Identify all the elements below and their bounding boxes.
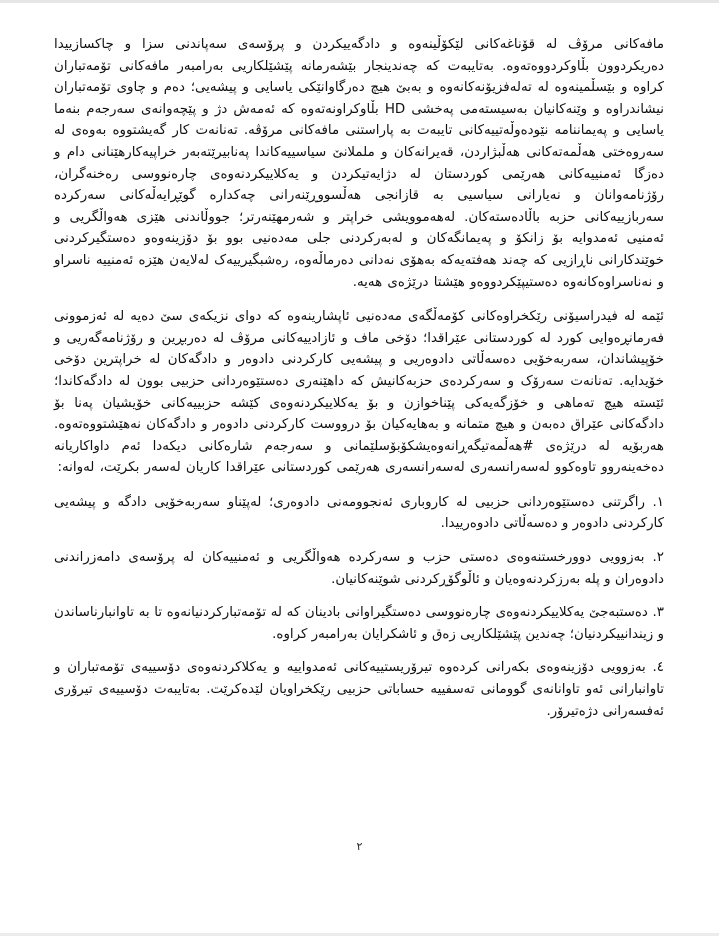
top-border-band (0, 0, 719, 3)
document-page (54, 34, 664, 734)
page-number: ٢ (356, 840, 363, 853)
demand-item-4: ٤. بەزوویی دۆزینەوەی بکەرانی کردەوە تیرۆریستییەکانی ئەمدواییە و یەکلاکردنەوەی دۆسییەی تۆمەتباران و تاوانبارانی ئەو تاوانانەی گوومانی تەسفییە حساباتی حزبیی رێکخراویان لێدەکرێت. بەتایبەت دۆسییەی تیرۆری ئەفسەرانی دژەتیرۆر. (54, 660, 664, 719)
demand-item-1: ١. راگرتنی دەستێوەردانی حزبیی لە کاروباری ئەنجوومەنی دادوەری؛ لەپێناو سەربەخۆیی دادگە و پیشەیی کارکردنی دادوەر و دەسەڵاتی دادوەرییدا. (54, 494, 664, 532)
paragraph-2: ئێمە لە فیدراسیۆنی رێکخراوەکانی کۆمەڵگەی مەدەنیی ئاپشارینەوە کە دوای نزیکەی سێ دەیە لە ئەزموونی فەرمانڕەوایی کورد لە کوردستانی عێراقدا؛ دۆخی ماف و ئازادییەکانی مرۆڤ لە دەربڕین و رۆژنامەگەریی و خۆپیشاندان، سەربەخۆیی دەسەڵاتی دادوەریی و پیشەیی کارکردنی دادوەر و دادگەکان لە خراپترین دۆخی خۆیدایە. تەنانەت سەرۆک و سەرکردەی حزبەکانیش کە داهێنەری دەستێوەردانی حزبیی بوون لە دادگەکاندا؛ ئێستە هیچ تەماهی و خۆزگەیەکی پێناخوازن و بۆ یەکلاییکردنەوەی کێشە حزبییەکانی خۆیشیان پەنا بۆ دادگەکانی عێراق دەبەن و هیچ متمانە و بەهایەکیان بۆ درووست کارکردنی دادوەر و دادگەکان نەهێشتووەتەوە. هەربۆیە لە درێژەی #هەڵمەتیگەڕانەوەیشکۆبۆسلێمانی و سەرجەم شارەکانی دیکەدا ئەم داواکاریانە دەخەینەروو تاوەکوو لەسەرانسەری لەسەرانسەری هەرێمی کوردستانی عێراقدا کاریان لەسەر بکرێت، لەوانە: (54, 309, 664, 476)
demand-item-3: ٣. دەستبەجێ یەکلاییکردنەوەی چارەنووسی دەستگیراوانی بادینان کە لە تۆمەتبارکردنیانەوە تا بە تاوانبارناساندن و زیندانییکردنیان؛ چەندین پێشێلکاریی زەق و ئاشکرایان بەرامبەر کراوە. (54, 605, 664, 642)
demand-item-2: ٢. بەزوویی دوورخستنەوەی دەستی حزب و سەرکردە هەواڵگریی و ئەمنییەکان لە پرۆسەی دامەزراندنی دادوەران و پلە بەرزکردنەوەیان و ئاڵوگۆڕکردنی شوێنەکانیان. (54, 550, 664, 587)
paragraph-1: مافەکانی مرۆڤ لە قۆناغەکانی لێکۆڵینەوە و دادگەییکردن و پرۆسەی سەپاندنی سزا و چاکسازییدا دەریکردوون بڵاوکردووەتەوە. بەتایبەت کە چەندینجار بێشەرمانە پێشێلکاریی بەرامبەر مافەکانی تۆمەتباران کراوە و بێسڵمینەوە لە تەلەفزیۆنەکانەوە و بەبێ هیچ دەرگاوانێکی یاسایی و پیشەیی؛ دەم و چاوی تۆمەتباران نیشاندراوە و وێنەکانیان بەسیستەمی پەخشی HD بڵاوکراونەتەوە کە ئەمەش دژ و پێچەوانەی سەرجەم بنەما یاسایی و پەیماننامە نێودەوڵەتییەکانی تایبەت بە پاراستنی مافەکانی مرۆڤە. تەنانەت کار گەیشتووە بەوەی لە سەروەختی هەڵمەتەکانی هەڵبژاردن، قەیرانەکان و ململانێ سیاسییەکاندا پەنابیرێتەبەر خراپیەکارهێنانی دام و دەزگا ئەمنییەکانی هەرێمی کوردستان لە دژایەتیکردن و یەکلاییکردنەوەی چارەنووسی رەخنەگران، رۆژنامەوانان و نەیارانی سیاسیی بە قازانجی هەڵسووڕێنەرانی چەکدارە گوێڕایەڵەکانی سەرکردە سەربازییەکانی حزبە باڵادەستەکان. لەهەموویشی خراپتر و شەرمهێنەرتر؛ جووڵاندنی هێزی هەواڵگریی و ئەمنیی ئەمدوایە بۆ زانکۆ و پەیمانگەکان و لەبەرکردنی جلی مەدەنیی بوو بۆ دۆزینەوەو دەستگیرکردنی خوێندکارانی ناڕازیی کە چەند هەفتەیەکە بەهۆی نەدانی دەرماڵەوە، رەشبگیرییەک لەلایەن هێزە ئەمنییە ناسراو و نەناسراوەکانەوە دەستیپێکردووەو هێشتا درێژەی هەیە. (54, 37, 664, 290)
